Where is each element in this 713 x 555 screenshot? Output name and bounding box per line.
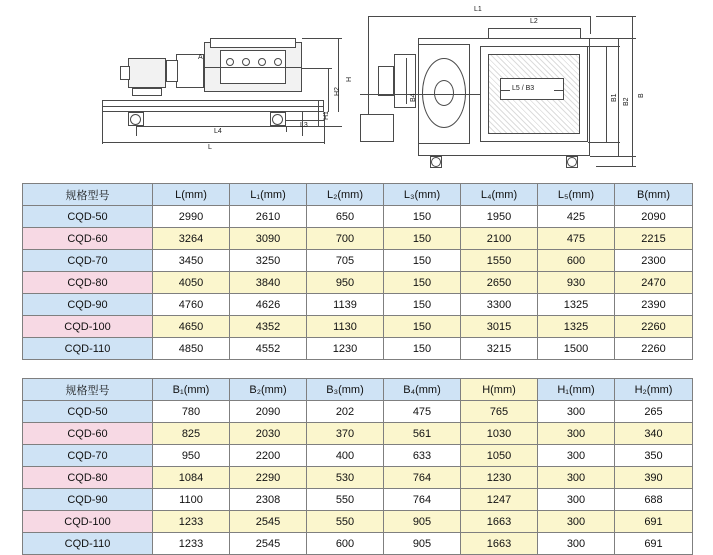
plan-foot-bolt-left xyxy=(431,157,441,167)
dim-line-L xyxy=(102,142,324,143)
table2-r4-c4: 1247 xyxy=(461,489,538,511)
dim-label-B1: B1 xyxy=(611,93,618,102)
extension-line-left xyxy=(102,112,103,144)
table2-r3-c2: 530 xyxy=(307,467,384,489)
table2-r1-c1: 2030 xyxy=(230,423,307,445)
table2-r2-c4: 1050 xyxy=(461,445,538,467)
extension-line-l4a xyxy=(136,126,137,136)
table1-r3-c6: 2470 xyxy=(615,272,693,294)
table1-r1-c2: 700 xyxy=(307,228,384,250)
table2-r1-c3: 561 xyxy=(384,423,461,445)
table1-r6-c1: 4552 xyxy=(230,338,307,360)
table-row xyxy=(23,228,693,250)
dim-label-L1: L1 xyxy=(474,6,482,13)
table-row xyxy=(23,401,693,423)
table1-r5-c1: 4352 xyxy=(230,316,307,338)
table1-r2-c4: 1550 xyxy=(461,250,538,272)
table1-r6-model: CQD-110 xyxy=(23,338,153,360)
table1-th-6: L₅(mm) xyxy=(538,184,615,206)
table1-th-2: L₁(mm) xyxy=(230,184,307,206)
ext-b2-top xyxy=(590,38,636,39)
table-row xyxy=(23,250,693,272)
table1-r6-c6: 2260 xyxy=(615,338,693,360)
table2-r0-model: CQD-50 xyxy=(23,401,153,423)
bolt-circle-3 xyxy=(258,58,266,66)
table2-r3-model: CQD-80 xyxy=(23,467,153,489)
table1-th-5: L₄(mm) xyxy=(461,184,538,206)
table2-r5-c0: 1233 xyxy=(153,511,230,533)
dim-label-L4: L4 xyxy=(214,128,222,135)
table1-r6-c0: 4850 xyxy=(153,338,230,360)
table1-r6-c2: 1230 xyxy=(307,338,384,360)
dim-label-B4: B4 xyxy=(410,93,417,102)
table1-r1-model: CQD-60 xyxy=(23,228,153,250)
side-elevation-drawing xyxy=(80,8,353,168)
table2-r2-c6: 350 xyxy=(615,445,693,467)
dim-label-L5-B3: L5 / B3 xyxy=(512,85,535,92)
table1-r2-model: CQD-70 xyxy=(23,250,153,272)
table2-r0-c6: 265 xyxy=(615,401,693,423)
table1-r1-c6: 2215 xyxy=(615,228,693,250)
dim-line-H1 xyxy=(318,100,319,126)
table2-r2-c2: 400 xyxy=(307,445,384,467)
ext-b-bottom xyxy=(596,166,636,167)
table1-r3-c3: 150 xyxy=(384,272,461,294)
table2-r5-c3: 905 xyxy=(384,511,461,533)
table2-r6-c2: 600 xyxy=(307,533,384,555)
coupling xyxy=(166,60,178,82)
table2-r4-c6: 688 xyxy=(615,489,693,511)
housing-top-cover xyxy=(210,38,296,48)
end-motor-block xyxy=(378,66,394,96)
table2-r3-c5: 300 xyxy=(538,467,615,489)
table1-r0-c5: 425 xyxy=(538,206,615,228)
bolt-circle-1 xyxy=(226,58,234,66)
table2-r6-c4: 1663 xyxy=(461,533,538,555)
table2-r6-c0: 1233 xyxy=(153,533,230,555)
table1-r6-c5: 1500 xyxy=(538,338,615,360)
table2-r0-c2: 202 xyxy=(307,401,384,423)
table1-r5-c2: 1130 xyxy=(307,316,384,338)
table1-r2-c1: 3250 xyxy=(230,250,307,272)
table2-th-2: B₂(mm) xyxy=(230,379,307,401)
dim-label-B: B xyxy=(638,93,645,98)
table1-r4-c5: 1325 xyxy=(538,294,615,316)
table1-r2-c0: 3450 xyxy=(153,250,230,272)
table2-r2-c1: 2200 xyxy=(230,445,307,467)
dimension-table-2-wrap xyxy=(22,378,692,555)
table2-r4-c0: 1100 xyxy=(153,489,230,511)
plan-view-drawing xyxy=(360,2,650,174)
table2-r2-c5: 300 xyxy=(538,445,615,467)
dim-line-L2 xyxy=(488,28,580,29)
table1-r6-c4: 3215 xyxy=(461,338,538,360)
table2-r1-c4: 1030 xyxy=(461,423,538,445)
table2-r5-c1: 2545 xyxy=(230,511,307,533)
table1-r0-c4: 1950 xyxy=(461,206,538,228)
table1-r3-c4: 2650 xyxy=(461,272,538,294)
plan-foot-bolt-right xyxy=(567,157,577,167)
table-row xyxy=(23,294,693,316)
technical-drawings xyxy=(0,0,713,178)
table1-r1-c5: 475 xyxy=(538,228,615,250)
table2-r5-model: CQD-100 xyxy=(23,511,153,533)
table1-r2-c2: 705 xyxy=(307,250,384,272)
table2-header-row xyxy=(23,379,693,401)
dim-label-H2: H2 xyxy=(334,87,341,96)
table-row xyxy=(23,316,693,338)
bolt-circle-4 xyxy=(274,58,282,66)
ext-h-bottom xyxy=(302,126,342,127)
table1-th-4: L₃(mm) xyxy=(384,184,461,206)
table1-r3-c5: 930 xyxy=(538,272,615,294)
foot-bolt-right xyxy=(272,114,283,125)
table2-r0-c4: 765 xyxy=(461,401,538,423)
table1-r5-c5: 1325 xyxy=(538,316,615,338)
table2-r1-model: CQD-60 xyxy=(23,423,153,445)
table1-r5-c6: 2260 xyxy=(615,316,693,338)
table1-r2-c5: 600 xyxy=(538,250,615,272)
table2-th-5: H(mm) xyxy=(461,379,538,401)
table2-r4-c1: 2308 xyxy=(230,489,307,511)
plan-centerline xyxy=(360,94,480,95)
table1-r1-c3: 150 xyxy=(384,228,461,250)
table1-r0-c6: 2090 xyxy=(615,206,693,228)
foot-bolt-left xyxy=(130,114,141,125)
table1-r4-c3: 150 xyxy=(384,294,461,316)
table2-r4-c2: 550 xyxy=(307,489,384,511)
dimension-table-2 xyxy=(22,378,693,555)
table1-r4-c0: 4760 xyxy=(153,294,230,316)
table2-r6-c3: 905 xyxy=(384,533,461,555)
table2-r4-c3: 764 xyxy=(384,489,461,511)
table-row xyxy=(23,338,693,360)
table2-r6-c1: 2545 xyxy=(230,533,307,555)
table1-r1-c1: 3090 xyxy=(230,228,307,250)
table1-r0-model: CQD-50 xyxy=(23,206,153,228)
table1-r4-c4: 3300 xyxy=(461,294,538,316)
table-row xyxy=(23,467,693,489)
table2-r5-c4: 1663 xyxy=(461,511,538,533)
table1-r4-model: CQD-90 xyxy=(23,294,153,316)
table1-th-7: B(mm) xyxy=(615,184,693,206)
table2-r1-c6: 340 xyxy=(615,423,693,445)
table1-r4-c1: 4626 xyxy=(230,294,307,316)
dimension-table-1-wrap xyxy=(22,183,692,360)
dim-label-L3: L3 xyxy=(300,122,308,129)
table1-r5-model: CQD-100 xyxy=(23,316,153,338)
ext-b1-bottom xyxy=(588,142,620,143)
dim-label-H: H xyxy=(346,76,353,82)
table2-r1-c2: 370 xyxy=(307,423,384,445)
table2-r3-c6: 390 xyxy=(615,467,693,489)
motor-fan-cover xyxy=(120,66,130,80)
table1-th-3: L₂(mm) xyxy=(307,184,384,206)
ext-b-top xyxy=(596,16,636,17)
table1-r0-c3: 150 xyxy=(384,206,461,228)
table2-r5-c2: 550 xyxy=(307,511,384,533)
table1-th-0: 规格型号 xyxy=(23,184,153,206)
table-row xyxy=(23,206,693,228)
dim-line-B1 xyxy=(606,46,607,142)
table-row xyxy=(23,533,693,555)
table2-r4-c5: 300 xyxy=(538,489,615,511)
table-row xyxy=(23,423,693,445)
table2-r5-c6: 691 xyxy=(615,511,693,533)
table1-r0-c0: 2990 xyxy=(153,206,230,228)
table1-r4-c2: 1139 xyxy=(307,294,384,316)
ext-right-L1 xyxy=(590,16,591,34)
table2-r3-c3: 764 xyxy=(384,467,461,489)
table-row xyxy=(23,489,693,511)
dim-line-H xyxy=(338,38,339,112)
housing-centerline xyxy=(204,67,302,68)
ext-h2-top xyxy=(302,68,332,69)
dim-line-L4 xyxy=(136,126,302,127)
dim-label-L: L xyxy=(208,144,212,151)
table1-th-1: L(mm) xyxy=(153,184,230,206)
motor-base xyxy=(132,88,162,96)
dim-line-B2 xyxy=(618,38,619,156)
table2-th-7: H₂(mm) xyxy=(615,379,693,401)
motor xyxy=(128,58,166,88)
dim-line-L5 xyxy=(500,90,510,91)
bolt-circle-2 xyxy=(242,58,250,66)
ext-b1-top xyxy=(588,46,620,47)
dim-label-B2: B2 xyxy=(623,97,630,106)
end-elevation-hub xyxy=(434,80,454,106)
end-motor-lower xyxy=(360,114,394,142)
table1-r0-c2: 650 xyxy=(307,206,384,228)
table1-r5-c0: 4650 xyxy=(153,316,230,338)
dim-line-B3 xyxy=(554,90,564,91)
table2-r1-c0: 825 xyxy=(153,423,230,445)
ext-b2-bottom xyxy=(590,156,636,157)
table2-r0-c5: 300 xyxy=(538,401,615,423)
table2-r0-c0: 780 xyxy=(153,401,230,423)
base-centerline xyxy=(102,106,324,107)
table1-r5-c4: 3015 xyxy=(461,316,538,338)
table1-r6-c3: 150 xyxy=(384,338,461,360)
table-row xyxy=(23,511,693,533)
table2-r2-model: CQD-70 xyxy=(23,445,153,467)
table2-r6-c6: 691 xyxy=(615,533,693,555)
table1-r5-c3: 150 xyxy=(384,316,461,338)
table1-r0-c1: 2610 xyxy=(230,206,307,228)
table1-r4-c6: 2390 xyxy=(615,294,693,316)
dim-line-L1 xyxy=(368,16,590,17)
table2-r2-c3: 633 xyxy=(384,445,461,467)
ext-h-top xyxy=(302,38,342,39)
table1-r2-c6: 2300 xyxy=(615,250,693,272)
table-row xyxy=(23,272,693,294)
table2-r1-c5: 300 xyxy=(538,423,615,445)
table-row xyxy=(23,445,693,467)
table2-th-3: B₃(mm) xyxy=(307,379,384,401)
table1-r1-c4: 2100 xyxy=(461,228,538,250)
table2-r6-c5: 300 xyxy=(538,533,615,555)
table2-r0-c3: 475 xyxy=(384,401,461,423)
dim-label-L2: L2 xyxy=(530,18,538,25)
table2-r5-c5: 300 xyxy=(538,511,615,533)
table2-th-0: 规格型号 xyxy=(23,379,153,401)
table1-r2-c3: 150 xyxy=(384,250,461,272)
dim-line-H2 xyxy=(328,68,329,112)
table2-r3-c1: 2290 xyxy=(230,467,307,489)
table1-r1-c0: 3264 xyxy=(153,228,230,250)
dimension-table-1 xyxy=(22,183,693,360)
table2-r4-model: CQD-90 xyxy=(23,489,153,511)
dim-label-A: A xyxy=(198,54,203,61)
table2-r6-model: CQD-110 xyxy=(23,533,153,555)
table2-r3-c0: 1084 xyxy=(153,467,230,489)
table2-r0-c1: 2090 xyxy=(230,401,307,423)
table1-header-row xyxy=(23,184,693,206)
table2-th-4: B₄(mm) xyxy=(384,379,461,401)
table1-r3-c1: 3840 xyxy=(230,272,307,294)
table1-r3-model: CQD-80 xyxy=(23,272,153,294)
dim-line-B4 xyxy=(406,58,407,104)
table2-r3-c4: 1230 xyxy=(461,467,538,489)
table2-r2-c0: 950 xyxy=(153,445,230,467)
table2-th-6: H₁(mm) xyxy=(538,379,615,401)
dim-label-H1: H1 xyxy=(323,111,330,120)
table2-th-1: B₁(mm) xyxy=(153,379,230,401)
table1-r3-c0: 4050 xyxy=(153,272,230,294)
table1-r3-c2: 950 xyxy=(307,272,384,294)
